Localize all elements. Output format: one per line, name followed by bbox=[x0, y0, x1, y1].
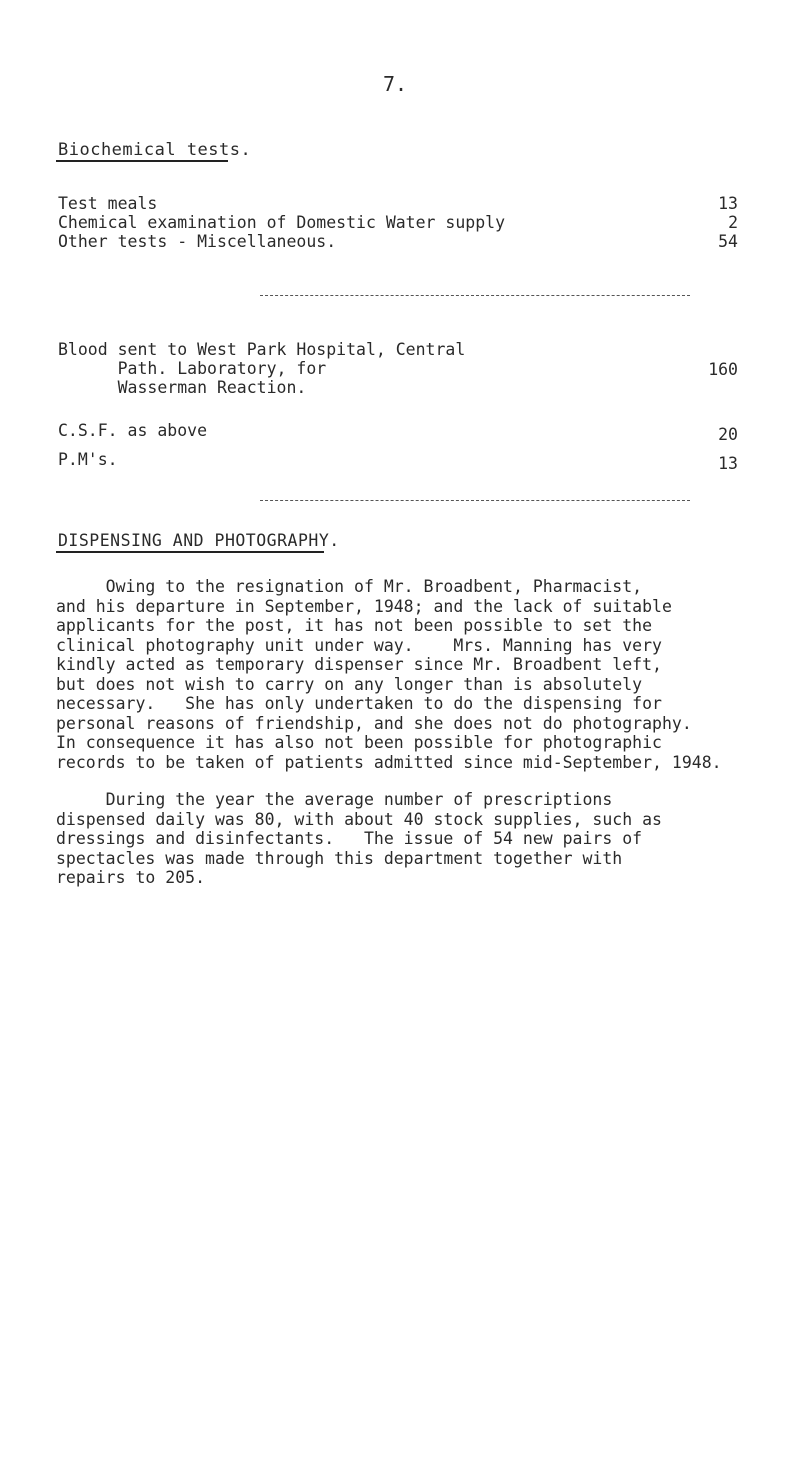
row-value: 54 bbox=[718, 232, 738, 251]
dispensing-heading-underline bbox=[56, 551, 324, 553]
row-label: Test meals bbox=[58, 194, 158, 213]
dispensing-paragraph: Owing to the resignation of Mr. Broadbent, Pharmacist, and his departure in September, 1948; and the lack of suitable applicants for the post, it has not been possible to set the clinical photography unit under way. Mrs. Manning has very kindly acted as temporary dispenser since Mr. Broadbent left, but does not wish to carry on any longer than is absolutely necessary. She has only undertaken to do the dispensing for personal reasons of friendship, and she does not do photography. In consequence it has also not been possible for photographic records to be taken of patients admitted since mid-September, 1948. bbox=[56, 577, 722, 772]
page-number: 7. bbox=[382, 72, 408, 96]
biochemical-heading-underline bbox=[56, 160, 228, 162]
row-label: Blood sent to West Park Hospital, Central Path. Laboratory, for Wasserman Reaction. bbox=[58, 340, 466, 397]
row-value: 20 bbox=[718, 425, 738, 444]
dispensing-heading: DISPENSING AND PHOTOGRAPHY. bbox=[58, 531, 340, 550]
section-divider bbox=[260, 295, 690, 296]
row-value: 13 bbox=[718, 454, 738, 473]
section-divider bbox=[260, 500, 690, 501]
blood-row bbox=[58, 340, 738, 400]
row-value: 13 bbox=[718, 194, 738, 213]
row-label: P.M's. bbox=[58, 450, 118, 469]
row-label: Other tests - Miscellaneous. bbox=[58, 232, 337, 251]
biochemical-heading: Biochemical tests. bbox=[58, 140, 252, 160]
prescriptions-paragraph: During the year the average number of prescriptions dispensed daily was 80, with about 40 stock supplies, such as dressings and disinfectants. The issue of 54 new pairs of spectacles was made through this department together with repairs to 205. bbox=[56, 790, 662, 887]
row-value: 2 bbox=[728, 213, 738, 232]
row-label: C.S.F. as above bbox=[58, 421, 208, 440]
row-value: 160 bbox=[708, 360, 738, 379]
row-label: Chemical examination of Domestic Water supply bbox=[58, 213, 506, 232]
